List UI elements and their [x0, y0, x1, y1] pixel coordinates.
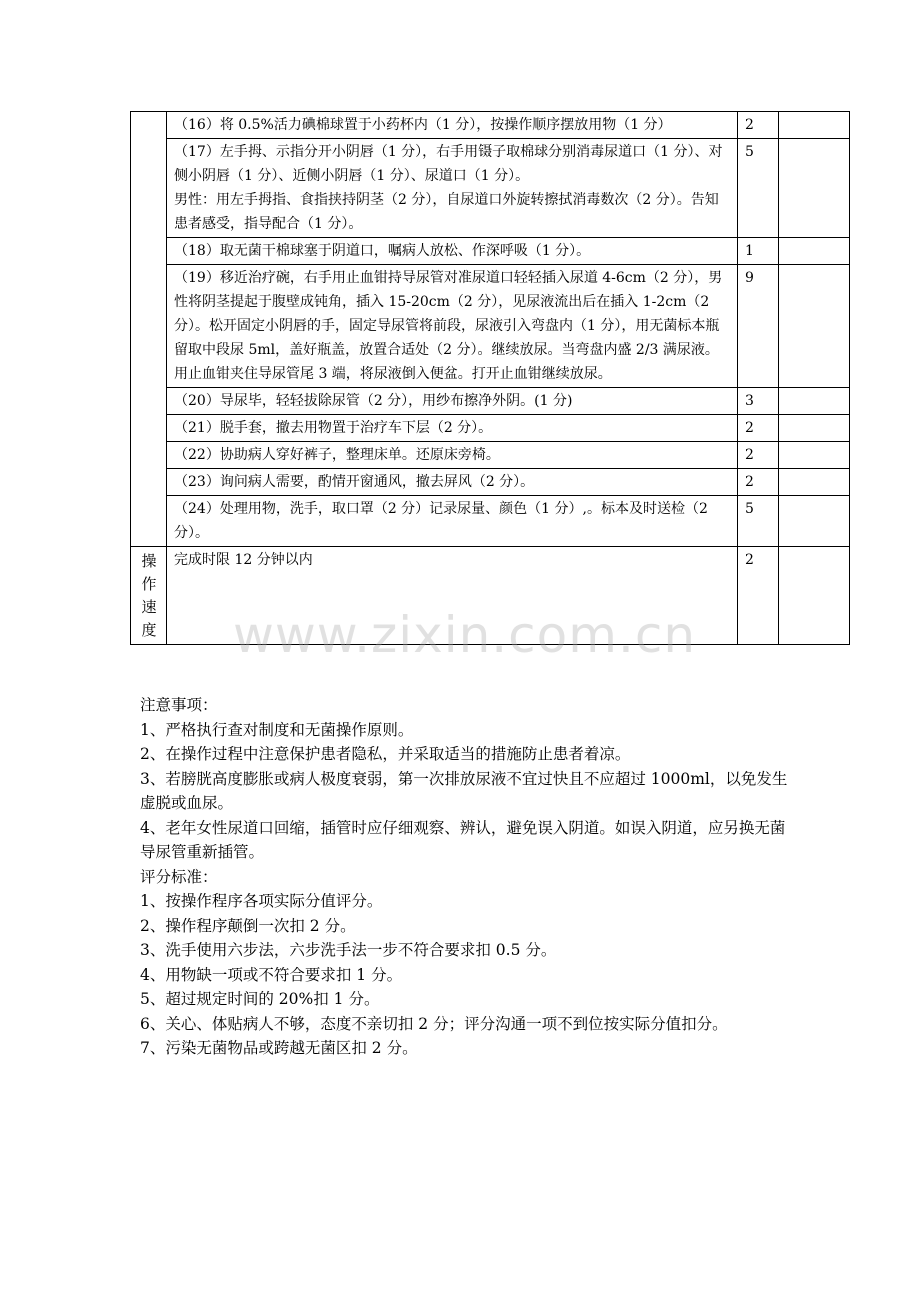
- step-score: 2: [738, 415, 779, 442]
- step-score: 2: [738, 112, 779, 139]
- table-row: [131, 442, 850, 469]
- table-row: [131, 238, 850, 265]
- table-row: [131, 496, 850, 547]
- step-score: 9: [738, 265, 779, 388]
- table-row: [131, 469, 850, 496]
- table-row: [131, 415, 850, 442]
- table-row: [131, 139, 850, 238]
- scoring-item: 6、关心、体贴病人不够，态度不亲切扣 2 分；评分沟通一项不到位按实际分值扣分。: [140, 1014, 728, 1033]
- category-cell-empty: [131, 112, 167, 547]
- scoring-item: 7、污染无菌物品或跨越无菌区扣 2 分。: [140, 1039, 418, 1057]
- deduction-cell: [779, 265, 850, 388]
- note-item: 3、若膀胱高度膨胀或病人极度衰弱，第一次排放尿液不宜过快且不应超过 1000ml，以免发生虚脱或血尿。: [140, 769, 788, 812]
- scoring-item: 5、超过规定时间的 20%扣 1 分。: [140, 990, 380, 1008]
- deduction-cell: [779, 112, 850, 139]
- watermark: www.zixin.com.cn: [233, 606, 697, 664]
- step-text: [167, 139, 738, 238]
- step-text: （24）处理用物，洗手，取口罩（2 分）记录尿量、颜色（1 分）,。标本及时送检（2 分）。: [167, 496, 738, 547]
- step-score: 3: [738, 388, 779, 415]
- step-text: （19）移近治疗碗，右手用止血钳持导尿管对准尿道口轻轻插入尿道 4-6cm（2 分），男性将阴茎提起于腹壁成钝角，插入 15-20cm（2 分），见尿液流出后在插入 1-2cm（2 分）。松开固定小阴唇的手，固定导尿管将前段，尿液引入弯盘内（1 分），用无菌标本瓶留取中段尿 5ml，盖好瓶盖，放置合适处（2 分）。继续放尿。当弯盘内盛 2/3 满尿液。用止血钳夹住导尿管尾 3 端，将尿液倒入便盆。打开止血钳继续放尿。: [167, 265, 738, 388]
- deduction-cell: [779, 139, 850, 238]
- deduction-cell: [779, 496, 850, 547]
- note-item: 2、在操作过程中注意保护患者隐私，并采取适当的措施防止患者着凉。: [140, 745, 631, 763]
- scoring-table: [130, 111, 850, 645]
- category-label: 操作速度: [141, 552, 157, 639]
- table-row: [131, 265, 850, 388]
- table-row-speed: [131, 547, 850, 645]
- table-row: [131, 112, 850, 139]
- scoring-item: 3、洗手使用六步法，六步洗手法一步不符合要求扣 0.5 分。: [140, 941, 557, 959]
- scoring-item: 2、操作程序颠倒一次扣 2 分。: [140, 916, 356, 935]
- category-cell-speed: [131, 547, 167, 645]
- step-text: （23）询问病人需要，酌情开窗通风，撤去屏风（2 分）。: [167, 469, 738, 496]
- note-item: 4、老年女性尿道口回缩，插管时应仔细观察、辨认，避免误入阴道。如误入阴道，应另换无菌导尿管重新插管。: [140, 818, 786, 861]
- step-text: （22）协助病人穿好裤子，整理床单。还原床旁椅。: [167, 442, 738, 469]
- step-score: 5: [738, 139, 779, 238]
- deduction-cell: [779, 388, 850, 415]
- deduction-cell: [779, 442, 850, 469]
- note-item: 1、严格执行查对制度和无菌操作原则。: [140, 720, 414, 739]
- step-text: （16）将 0.5%活力碘棉球置于小药杯内（1 分），按操作顺序摆放用物（1 分）: [167, 112, 738, 139]
- step-text-male: 男性：用左手拇指、食指挟持阴茎（2 分），自尿道口外旋转擦拭消毒数次（2 分）。告知患者感受，指导配合（1 分）。: [174, 192, 719, 232]
- step-text: （18）取无菌干棉球塞于阴道口，嘱病人放松、作深呼吸（1 分）。: [167, 238, 738, 265]
- step-text: （21）脱手套，撤去用物置于治疗车下层（2 分）。: [167, 415, 738, 442]
- deduction-cell: [779, 415, 850, 442]
- scoring-item: 1、按操作程序各项实际分值评分。: [140, 892, 383, 910]
- deduction-cell: [779, 547, 850, 645]
- step-score: 1: [738, 238, 779, 265]
- deduction-cell: [779, 469, 850, 496]
- step-score: 2: [738, 547, 779, 645]
- step-text: 完成时限 12 分钟以内: [167, 547, 738, 645]
- scoring-title: 评分标准：: [140, 867, 218, 886]
- table-row: [131, 388, 850, 415]
- step-score: 2: [738, 469, 779, 496]
- step-text: （20）导尿毕，轻轻拔除尿管（2 分），用纱布擦净外阴。(1 分): [167, 388, 738, 415]
- step-score: 2: [738, 442, 779, 469]
- step-score: 5: [738, 496, 779, 547]
- scoring-item: 4、用物缺一项或不符合要求扣 1 分。: [140, 965, 403, 984]
- notes-title: 注意事项：: [140, 696, 218, 714]
- step-text-female: （17）左手拇、示指分开小阴唇（1 分），右手用镊子取棉球分别消毒尿道口（1 分）、对侧小阴唇（1 分）、近侧小阴唇（1 分）、尿道口（1 分）。: [174, 144, 723, 184]
- notes-section: [140, 693, 790, 1061]
- deduction-cell: [779, 238, 850, 265]
